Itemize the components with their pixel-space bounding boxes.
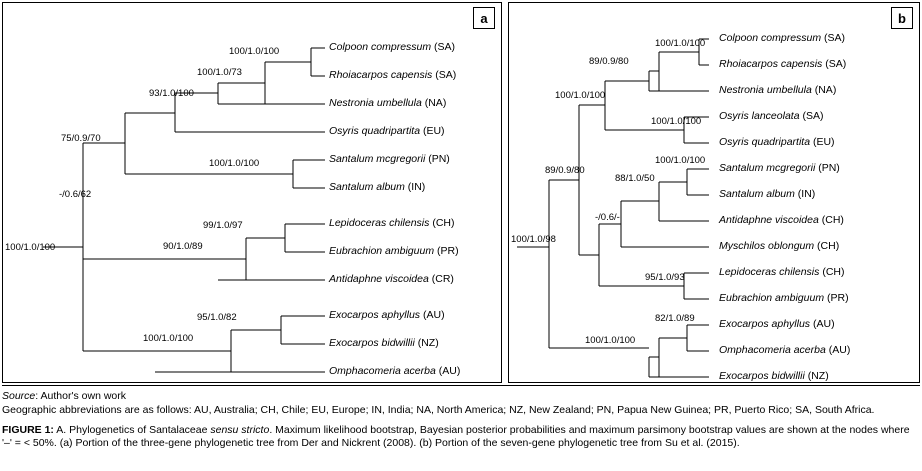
figure-caption-label: FIGURE 1: xyxy=(2,424,54,436)
taxon-name: Lepidoceras chilensis xyxy=(719,266,820,278)
figure-caption-italic: sensu stricto xyxy=(210,424,270,436)
taxon-label xyxy=(719,189,815,200)
taxon-label xyxy=(719,293,849,304)
taxon-label xyxy=(719,319,835,330)
node-support-value: 100/1.0/100 xyxy=(5,242,56,253)
phylogenetic-tree-panel-a xyxy=(2,2,502,383)
node-support-value: 100/1.0/100 xyxy=(585,335,636,346)
taxon-name: Santalum mcgregorii xyxy=(719,162,816,174)
taxon-name: Eubrachion ambiguum xyxy=(719,292,825,304)
node-support-value: 99/1.0/97 xyxy=(203,220,243,231)
taxon-region: (SA) xyxy=(799,110,824,122)
taxon-region: (SA) xyxy=(432,69,457,81)
panel-b-letter: b xyxy=(891,7,913,29)
taxon-label xyxy=(719,111,823,122)
taxon-label xyxy=(329,98,446,109)
node-support-value: 75/0.9/70 xyxy=(61,133,101,144)
taxon-name: Rhoiacarpos capensis xyxy=(719,58,823,70)
taxon-name: Rhoiacarpos capensis xyxy=(329,69,433,81)
taxon-region: (PR) xyxy=(824,292,849,304)
node-support-value: 100/1.0/100 xyxy=(209,158,260,169)
taxon-label xyxy=(719,345,850,356)
node-support-value: 89/0.9/80 xyxy=(545,165,585,176)
taxon-name: Myschilos oblongum xyxy=(719,240,815,252)
taxon-name: Exocarpos aphyllus xyxy=(329,309,421,321)
panel-a-letter: a xyxy=(473,7,495,29)
taxon-name: Lepidoceras chilensis xyxy=(329,217,430,229)
taxon-region: (PR) xyxy=(434,245,459,257)
node-support-value: -/0.6/- xyxy=(595,212,620,223)
taxon-label xyxy=(329,70,456,81)
figure-caption xyxy=(2,424,920,450)
taxon-label xyxy=(719,137,835,148)
node-support-value: 100/1.0/100 xyxy=(651,116,702,127)
taxon-label xyxy=(719,59,846,70)
taxon-name: Osyris quadripartita xyxy=(719,136,811,148)
taxon-name: Exocarpos bidwillii xyxy=(329,337,415,349)
node-support-value: 100/1.0/100 xyxy=(555,90,606,101)
taxon-region: (SA) xyxy=(822,58,847,70)
node-support-value: 88/1.0/50 xyxy=(615,173,655,184)
taxon-label xyxy=(329,246,459,257)
node-support-value: 100/1.0/73 xyxy=(197,67,242,78)
taxon-region: (AU) xyxy=(810,318,835,330)
node-support-value: 100/1.0/100 xyxy=(655,38,706,49)
taxon-name: Colpoon compressum xyxy=(329,41,432,53)
taxon-label xyxy=(719,371,829,382)
taxon-label xyxy=(719,33,845,44)
taxon-label xyxy=(329,274,454,285)
node-support-value: 100/1.0/98 xyxy=(511,234,556,245)
taxon-label xyxy=(329,218,454,229)
taxon-region: (CR) xyxy=(428,273,454,285)
taxon-name: Omphacomeria acerba xyxy=(329,365,436,377)
abbreviations-line: Geographic abbreviations are as follows: AU, Australia; CH, Chile; EU, Europe; IN, India; NA, North America; NZ, New Zealand; PN, Papua New Guinea; PR, Puerto Rico; SA, South Africa. xyxy=(2,404,875,416)
taxon-name: Nestronia umbellula xyxy=(719,84,812,96)
taxon-name: Exocarpos aphyllus xyxy=(719,318,811,330)
taxon-label xyxy=(719,163,840,174)
taxon-name: Antidaphne viscoidea xyxy=(719,214,819,226)
taxon-label xyxy=(719,267,844,278)
taxon-name: Santalum album xyxy=(329,181,405,193)
taxon-label xyxy=(329,154,450,165)
taxon-label xyxy=(329,338,439,349)
taxon-region: (SA) xyxy=(821,32,846,44)
taxon-label xyxy=(329,42,455,53)
taxon-region: (AU) xyxy=(825,344,851,356)
taxon-region: (NA) xyxy=(811,84,837,96)
taxon-name: Antidaphne viscoidea xyxy=(329,273,429,285)
taxon-label xyxy=(719,85,836,96)
taxon-region: (EU) xyxy=(420,125,445,137)
taxon-name: Eubrachion ambiguum xyxy=(329,245,435,257)
node-support-value: 100/1.0/100 xyxy=(655,155,706,166)
node-support-value: 93/1.0/100 xyxy=(149,88,194,99)
figure-footer xyxy=(2,385,920,450)
taxon-name: Exocarpos bidwillii xyxy=(719,370,805,382)
phylogenetic-tree-panel-b xyxy=(508,2,920,383)
footer-divider xyxy=(2,385,920,386)
taxon-label xyxy=(329,126,445,137)
taxon-region: (IN) xyxy=(404,181,426,193)
taxon-region: (AU) xyxy=(435,365,461,377)
taxon-region: (PN) xyxy=(815,162,840,174)
source-label: Source xyxy=(2,390,36,402)
taxon-name: Osyris lanceolata xyxy=(719,110,800,122)
node-support-value: 95/1.0/82 xyxy=(197,312,237,323)
taxon-region: (NZ) xyxy=(414,337,439,349)
figure-caption-part2: . Maximum likelihood bootstrap, Bayesian posterior probabilities and maximum parsimony bootstrap values are shown at the nodes where '–' = < 50%. (a) Portion of the three-gene phylogenetic tree from Der and Nickrent (2008). (b) Portion of the seven-gene phylogenetic tree from Su et al. (2015). xyxy=(2,424,910,449)
taxon-label xyxy=(329,310,445,321)
node-support-value: 90/1.0/89 xyxy=(163,241,203,252)
taxon-region: (EU) xyxy=(810,136,835,148)
taxon-name: Osyris quadripartita xyxy=(329,125,421,137)
source-text: : Author's own work xyxy=(35,390,126,402)
taxon-name: Nestronia umbellula xyxy=(329,97,422,109)
taxon-region: (SA) xyxy=(431,41,456,53)
taxon-region: (CH) xyxy=(819,266,845,278)
taxon-name: Colpoon compressum xyxy=(719,32,822,44)
taxon-region: (CH) xyxy=(814,240,840,252)
taxon-label xyxy=(329,366,460,377)
taxon-label xyxy=(329,182,425,193)
node-support-value: 82/1.0/89 xyxy=(655,313,695,324)
node-support-value: 100/1.0/100 xyxy=(229,46,280,57)
taxon-region: (IN) xyxy=(794,188,816,200)
taxon-label xyxy=(719,215,844,226)
taxon-region: (NZ) xyxy=(804,370,829,382)
taxon-region: (NA) xyxy=(421,97,447,109)
taxon-region: (CH) xyxy=(429,217,455,229)
node-support-value: -/0.6/62 xyxy=(59,189,92,200)
source-line xyxy=(2,390,920,403)
taxon-name: Santalum mcgregorii xyxy=(329,153,426,165)
node-support-value: 89/0.9/80 xyxy=(589,56,629,67)
taxon-region: (PN) xyxy=(425,153,450,165)
taxon-region: (AU) xyxy=(420,309,445,321)
node-support-value: 95/1.0/93 xyxy=(645,272,685,283)
node-support-value: 100/1.0/100 xyxy=(143,333,194,344)
taxon-name: Omphacomeria acerba xyxy=(719,344,826,356)
taxon-label xyxy=(719,241,839,252)
taxon-region: (CH) xyxy=(818,214,844,226)
figure-caption-part1: A. Phylogenetics of Santalaceae xyxy=(53,424,211,436)
taxon-name: Santalum album xyxy=(719,188,795,200)
tree-lines-panel-b xyxy=(509,3,919,382)
